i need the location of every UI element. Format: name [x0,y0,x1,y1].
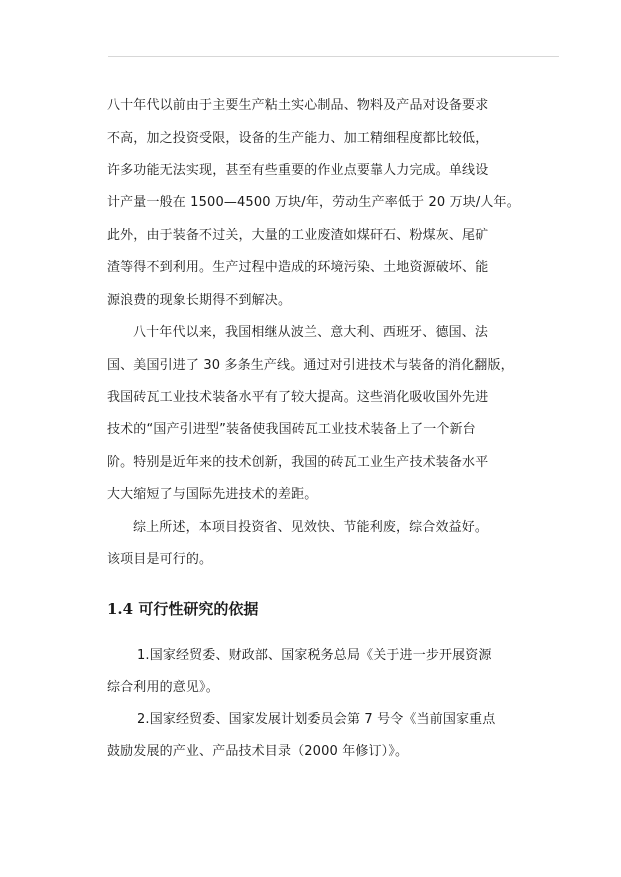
section-heading: 1.4 可行性研究的依据 [107,600,259,618]
text-line: 技术的“国产引进型”装备使我国砖瓦工业技术装备上了一个新台 [107,422,476,437]
text-line: 我国砖瓦工业技术装备水平有了较大提高。这些消化吸收国外先进 [107,390,489,405]
text-line: 计产量一般在 1500—4500 万块/年，劳动生产率低于 20 万块/人年。 [107,195,520,210]
text-line: 渣等得不到利用。生产过程中造成的环境污染、土地资源破坏、能 [107,260,489,275]
text-line: 阶。特别是近年来的技术创新，我国的砖瓦工业生产技术装备水平 [107,455,489,470]
text-line: 1.国家经贸委、财政部、国家税务总局《关于进一步开展资源 [137,648,492,663]
text-line: 不高，加之投资受限，设备的生产能力、加工精细程度都比较低， [107,131,489,146]
text-line: 2.国家经贸委、国家发展计划委员会第 7 号令《当前国家重点 [137,712,496,727]
text-line: 八十年代以来，我国相继从波兰、意大利、西班牙、德国、法 [133,325,489,340]
text-line: 源浪费的现象长期得不到解决。 [107,293,292,308]
text-line: 此外，由于装备不过关，大量的工业废渣如煤矸石、粉煤灰、尾矿 [107,228,489,243]
header-rule [108,56,559,57]
text-line: 大大缩短了与国际先进技术的差距。 [107,487,318,502]
text-line: 八十年代以前由于主要生产粘土实心制品、物料及产品对设备要求 [107,98,489,113]
text-line: 鼓励发展的产业、产品技术目录（2000 年修订）》。 [107,744,409,759]
text-line: 许多功能无法实现，甚至有些重要的作业点要靠人力完成。单线设 [107,163,489,178]
text-line: 国、美国引进了 30 多条生产线。通过对引进技术与装备的消化翻版， [107,358,514,373]
text-line: 该项目是可行的。 [107,552,213,567]
text-line: 综合利用的意见》。 [107,680,219,695]
text-line: 综上所述，本项目投资省、见效快、节能利废，综合效益好。 [133,520,489,535]
